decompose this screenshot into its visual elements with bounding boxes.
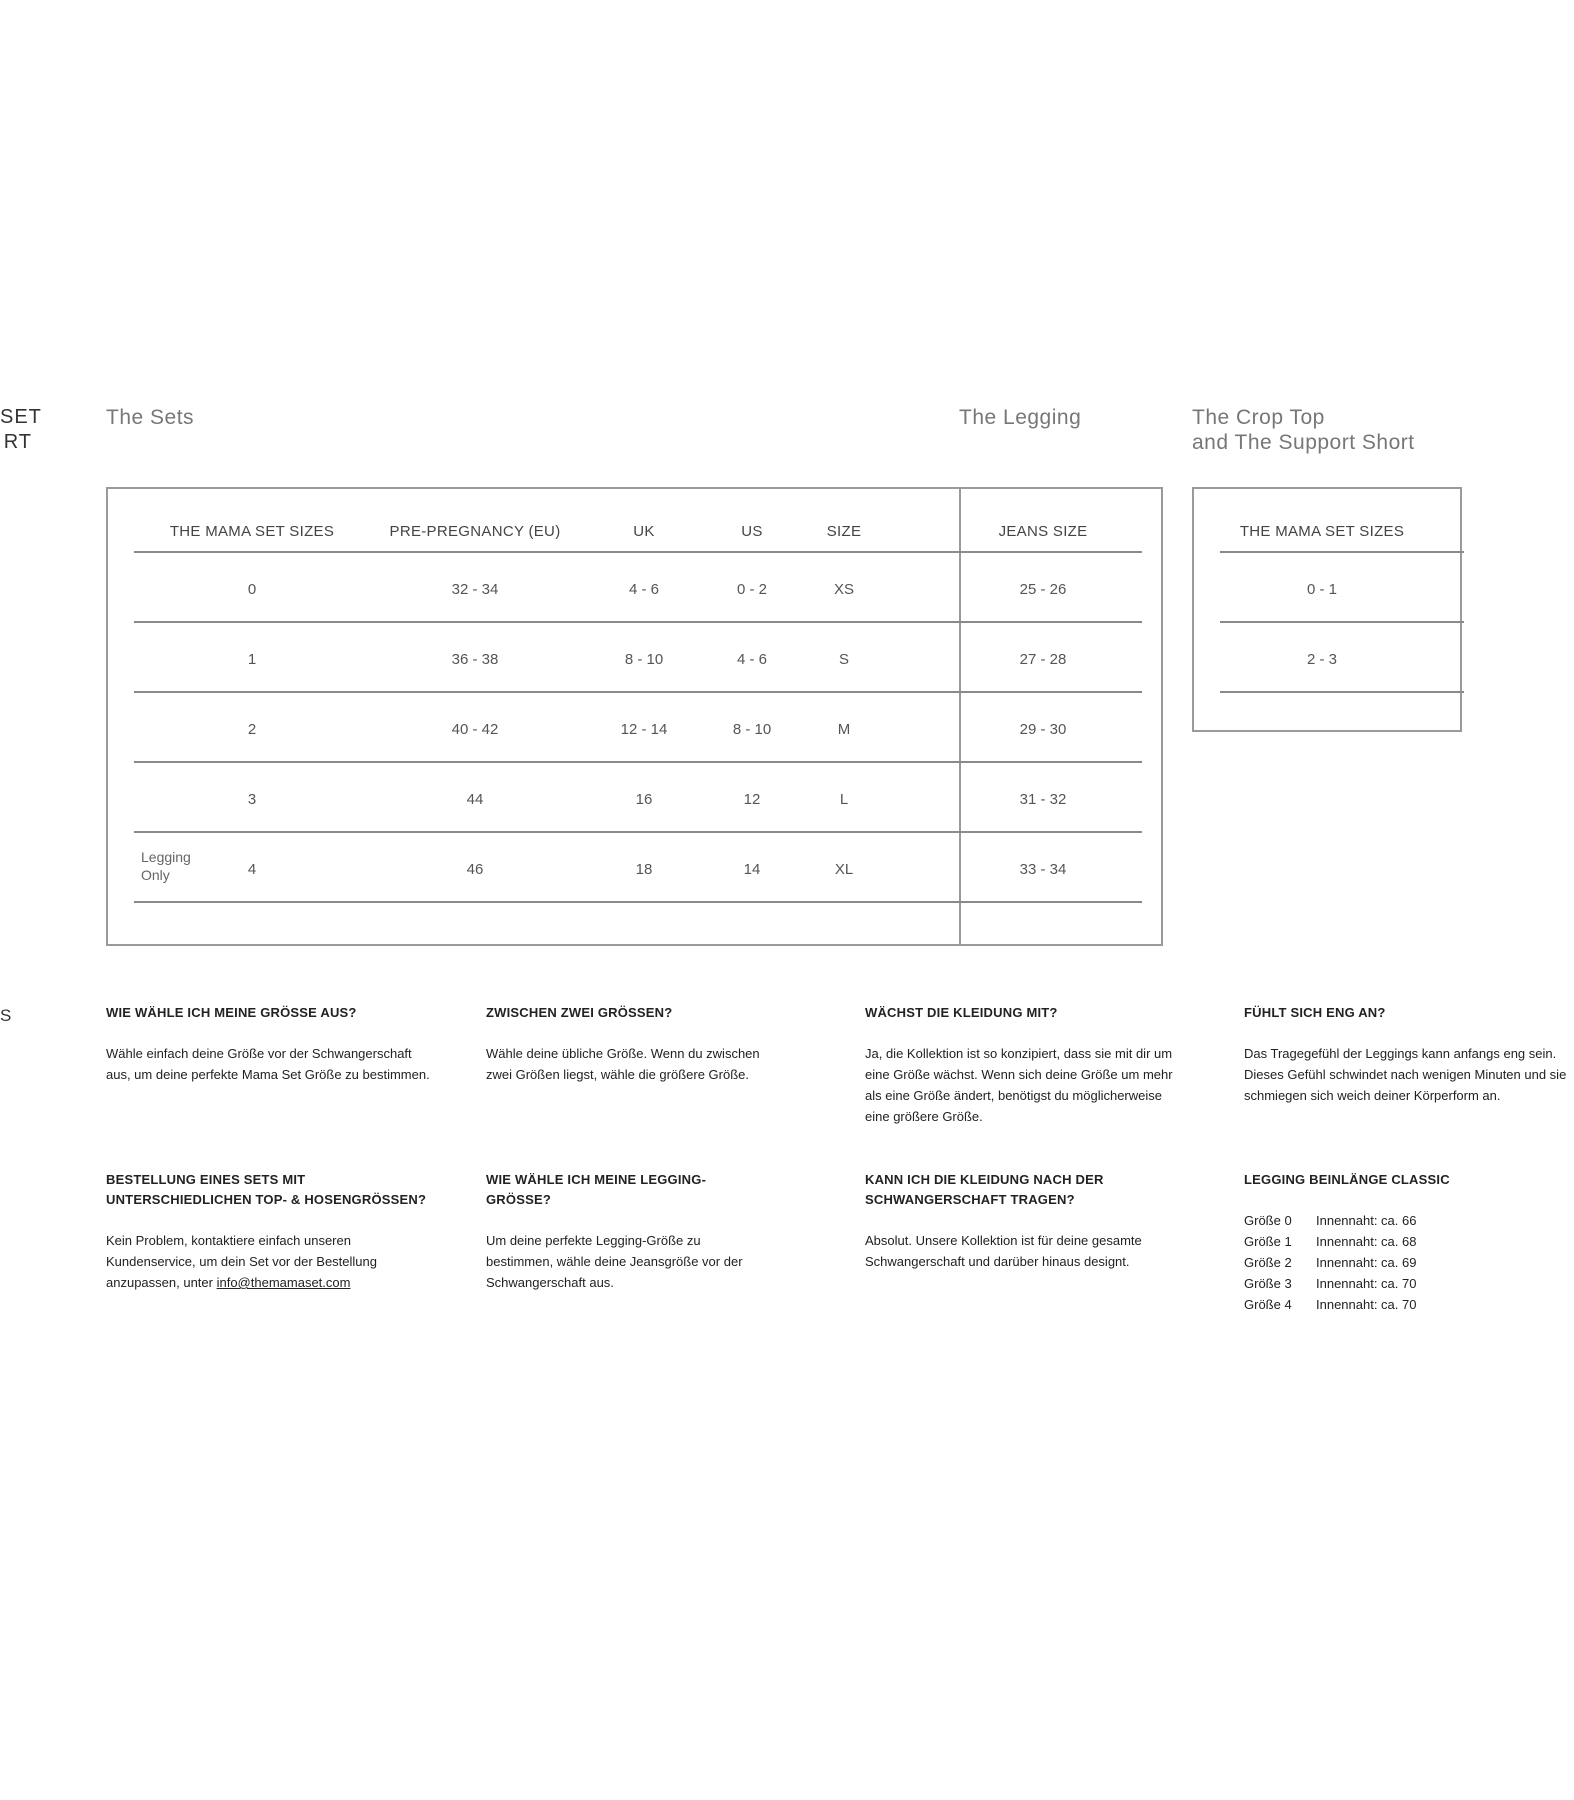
inseam-size: Größe 3	[1244, 1276, 1292, 1291]
faq-answer: Das Tragegefühl der Leggings kann anfangs eng sein. Dieses Gefühl schwindet nach wenigen Minuten und sie schmiegen sich weich deiner Körperform an.	[1244, 1046, 1567, 1103]
sets-size-table	[106, 487, 1163, 946]
cell-set-size: 3	[247, 791, 257, 808]
cell-pre-pregnancy-eu: 32 - 34	[451, 581, 499, 598]
inseam-value: Innennaht: ca. 69	[1316, 1255, 1417, 1270]
cell-jeans-size: 31 - 32	[1019, 791, 1067, 808]
faq-answer: Wähle einfach deine Größe vor der Schwangerschaft aus, um deine perfekte Mama Set Größe zu bestimmen.	[106, 1046, 430, 1082]
cell-uk: 16	[635, 791, 653, 808]
table-rule	[1220, 551, 1464, 553]
cell-set-size: 0	[247, 581, 257, 598]
cell-jeans-size: 27 - 28	[1019, 651, 1067, 668]
faq-item	[106, 1170, 436, 1293]
heading-the-sets: The Sets	[106, 406, 195, 429]
cell-size: M	[837, 721, 851, 738]
table-rule	[134, 901, 1142, 903]
column-header-pre-pregnancy-eu: PRE-PREGNANCY (EU)	[389, 523, 561, 540]
inseam-row	[1244, 1273, 1574, 1294]
edge-title-line: RT	[3, 431, 32, 453]
faq-question: ZWISCHEN ZWEI GRÖSSEN?	[486, 1005, 673, 1020]
cell-pre-pregnancy-eu: 36 - 38	[451, 651, 499, 668]
faq-answer: Um deine perfekte Legging-Größe zu bestimmen, wähle deine Jeansgröße vor der Schwangerschaft aus.	[486, 1233, 743, 1290]
inseam-row	[1244, 1210, 1574, 1231]
cell-uk: 18	[635, 861, 653, 878]
crop-top-size-table	[1192, 487, 1462, 732]
faq-answer-text: Kein Problem, kontaktiere einfach unseren Kundenservice, um dein Set vor der Bestellung anzupassen, unter	[106, 1233, 377, 1290]
faq-answer: Ja, die Kollektion ist so konzipiert, dass sie mit dir um eine Größe wächst. Wenn sich deine Größe um mehr als eine Größe ändert, benötigst du möglicherweise eine größere Größe.	[865, 1046, 1173, 1124]
column-header-us: US	[741, 523, 763, 540]
faq-answer	[106, 1230, 436, 1293]
table-rule	[134, 621, 1142, 623]
table-rule	[134, 691, 1142, 693]
table-rule	[134, 831, 1142, 833]
row-note-legging-only: Legging Only	[141, 849, 191, 883]
inseam-list	[1244, 1210, 1574, 1315]
faq-answer: Wähle deine übliche Größe. Wenn du zwischen zwei Größen liegst, wähle die größere Größe.	[486, 1046, 760, 1082]
cell-us: 14	[743, 861, 761, 878]
cell-set-size: 0 - 1	[1306, 581, 1338, 598]
cell-pre-pregnancy-eu: 40 - 42	[451, 721, 499, 738]
faq-item	[865, 1003, 1185, 1127]
faq-item	[486, 1170, 756, 1293]
edge-faq-fragment: S	[0, 1006, 13, 1025]
inseam-row	[1244, 1231, 1574, 1252]
inseam-row	[1244, 1294, 1574, 1315]
table-rule	[1220, 691, 1464, 693]
cell-jeans-size: 33 - 34	[1019, 861, 1067, 878]
table-rule	[134, 551, 1142, 553]
inseam-value: Innennaht: ca. 70	[1316, 1276, 1417, 1291]
faq-item	[106, 1003, 436, 1085]
column-header-mama-set-sizes: THE MAMA SET SIZES	[169, 523, 335, 540]
table-rule	[1220, 621, 1464, 623]
cell-jeans-size: 29 - 30	[1019, 721, 1067, 738]
cell-us: 8 - 10	[732, 721, 772, 738]
faq-item	[1244, 1170, 1574, 1315]
faq-question: FÜHLT SICH ENG AN?	[1244, 1005, 1386, 1020]
legging-column-divider	[959, 489, 961, 944]
heading-crop-top-line2: and The Support Short	[1192, 431, 1415, 454]
inseam-size: Größe 0	[1244, 1213, 1292, 1228]
inseam-value: Innennaht: ca. 70	[1316, 1297, 1417, 1312]
heading-the-legging: The Legging	[959, 406, 1082, 429]
cell-size: L	[839, 791, 849, 808]
cell-set-size: 2 - 3	[1306, 651, 1338, 668]
cell-us: 4 - 6	[736, 651, 768, 668]
faq-question: WIE WÄHLE ICH MEINE LEGGING-GRÖSSE?	[486, 1172, 707, 1207]
faq-question: BESTELLUNG EINES SETS MIT UNTERSCHIEDLICHEN TOP- & HOSENGRÖSSEN?	[106, 1172, 427, 1207]
inseam-row	[1244, 1252, 1574, 1273]
faq-item	[865, 1170, 1165, 1272]
customer-service-email-link[interactable]: info@themamaset.com	[216, 1275, 351, 1290]
cell-set-size: 1	[247, 651, 257, 668]
cell-us: 0 - 2	[736, 581, 768, 598]
inseam-size: Größe 1	[1244, 1234, 1292, 1249]
table-rule	[134, 761, 1142, 763]
cell-set-size: 2	[247, 721, 257, 738]
column-header-uk: UK	[633, 523, 655, 540]
cell-uk: 4 - 6	[628, 581, 660, 598]
cell-size: XL	[834, 861, 854, 878]
edge-title-line: SET	[0, 406, 42, 428]
inseam-size: Größe 4	[1244, 1297, 1292, 1312]
inseam-value: Innennaht: ca. 68	[1316, 1234, 1417, 1249]
cell-size: S	[838, 651, 850, 668]
cell-pre-pregnancy-eu: 44	[466, 791, 484, 808]
faq-item	[486, 1003, 786, 1085]
cell-jeans-size: 25 - 26	[1019, 581, 1067, 598]
faq-answer: Absolut. Unsere Kollektion ist für deine gesamte Schwangerschaft und darüber hinaus designt.	[865, 1233, 1142, 1269]
cell-us: 12	[743, 791, 761, 808]
inseam-size: Größe 2	[1244, 1255, 1292, 1270]
edge-title-fragment	[0, 405, 42, 455]
faq-item	[1244, 1003, 1574, 1106]
cell-set-size: 4	[247, 861, 257, 878]
cell-size: XS	[833, 581, 855, 598]
faq-question: WIE WÄHLE ICH MEINE GRÖSSE AUS?	[106, 1005, 357, 1020]
cell-pre-pregnancy-eu: 46	[466, 861, 484, 878]
column-header-mama-set-sizes: THE MAMA SET SIZES	[1239, 523, 1405, 540]
heading-crop-top-line1: The Crop Top	[1192, 406, 1325, 429]
cell-uk: 8 - 10	[624, 651, 664, 668]
cell-uk: 12 - 14	[620, 721, 668, 738]
faq-question: LEGGING BEINLÄNGE CLASSIC	[1244, 1172, 1450, 1187]
inseam-value: Innennaht: ca. 66	[1316, 1213, 1417, 1228]
column-header-jeans-size: JEANS SIZE	[998, 523, 1088, 540]
faq-question: KANN ICH DIE KLEIDUNG NACH DER SCHWANGERSCHAFT TRAGEN?	[865, 1172, 1104, 1207]
column-header-size: SIZE	[826, 523, 862, 540]
faq-question: WÄCHST DIE KLEIDUNG MIT?	[865, 1005, 1058, 1020]
heading-crop-top	[1192, 405, 1415, 455]
